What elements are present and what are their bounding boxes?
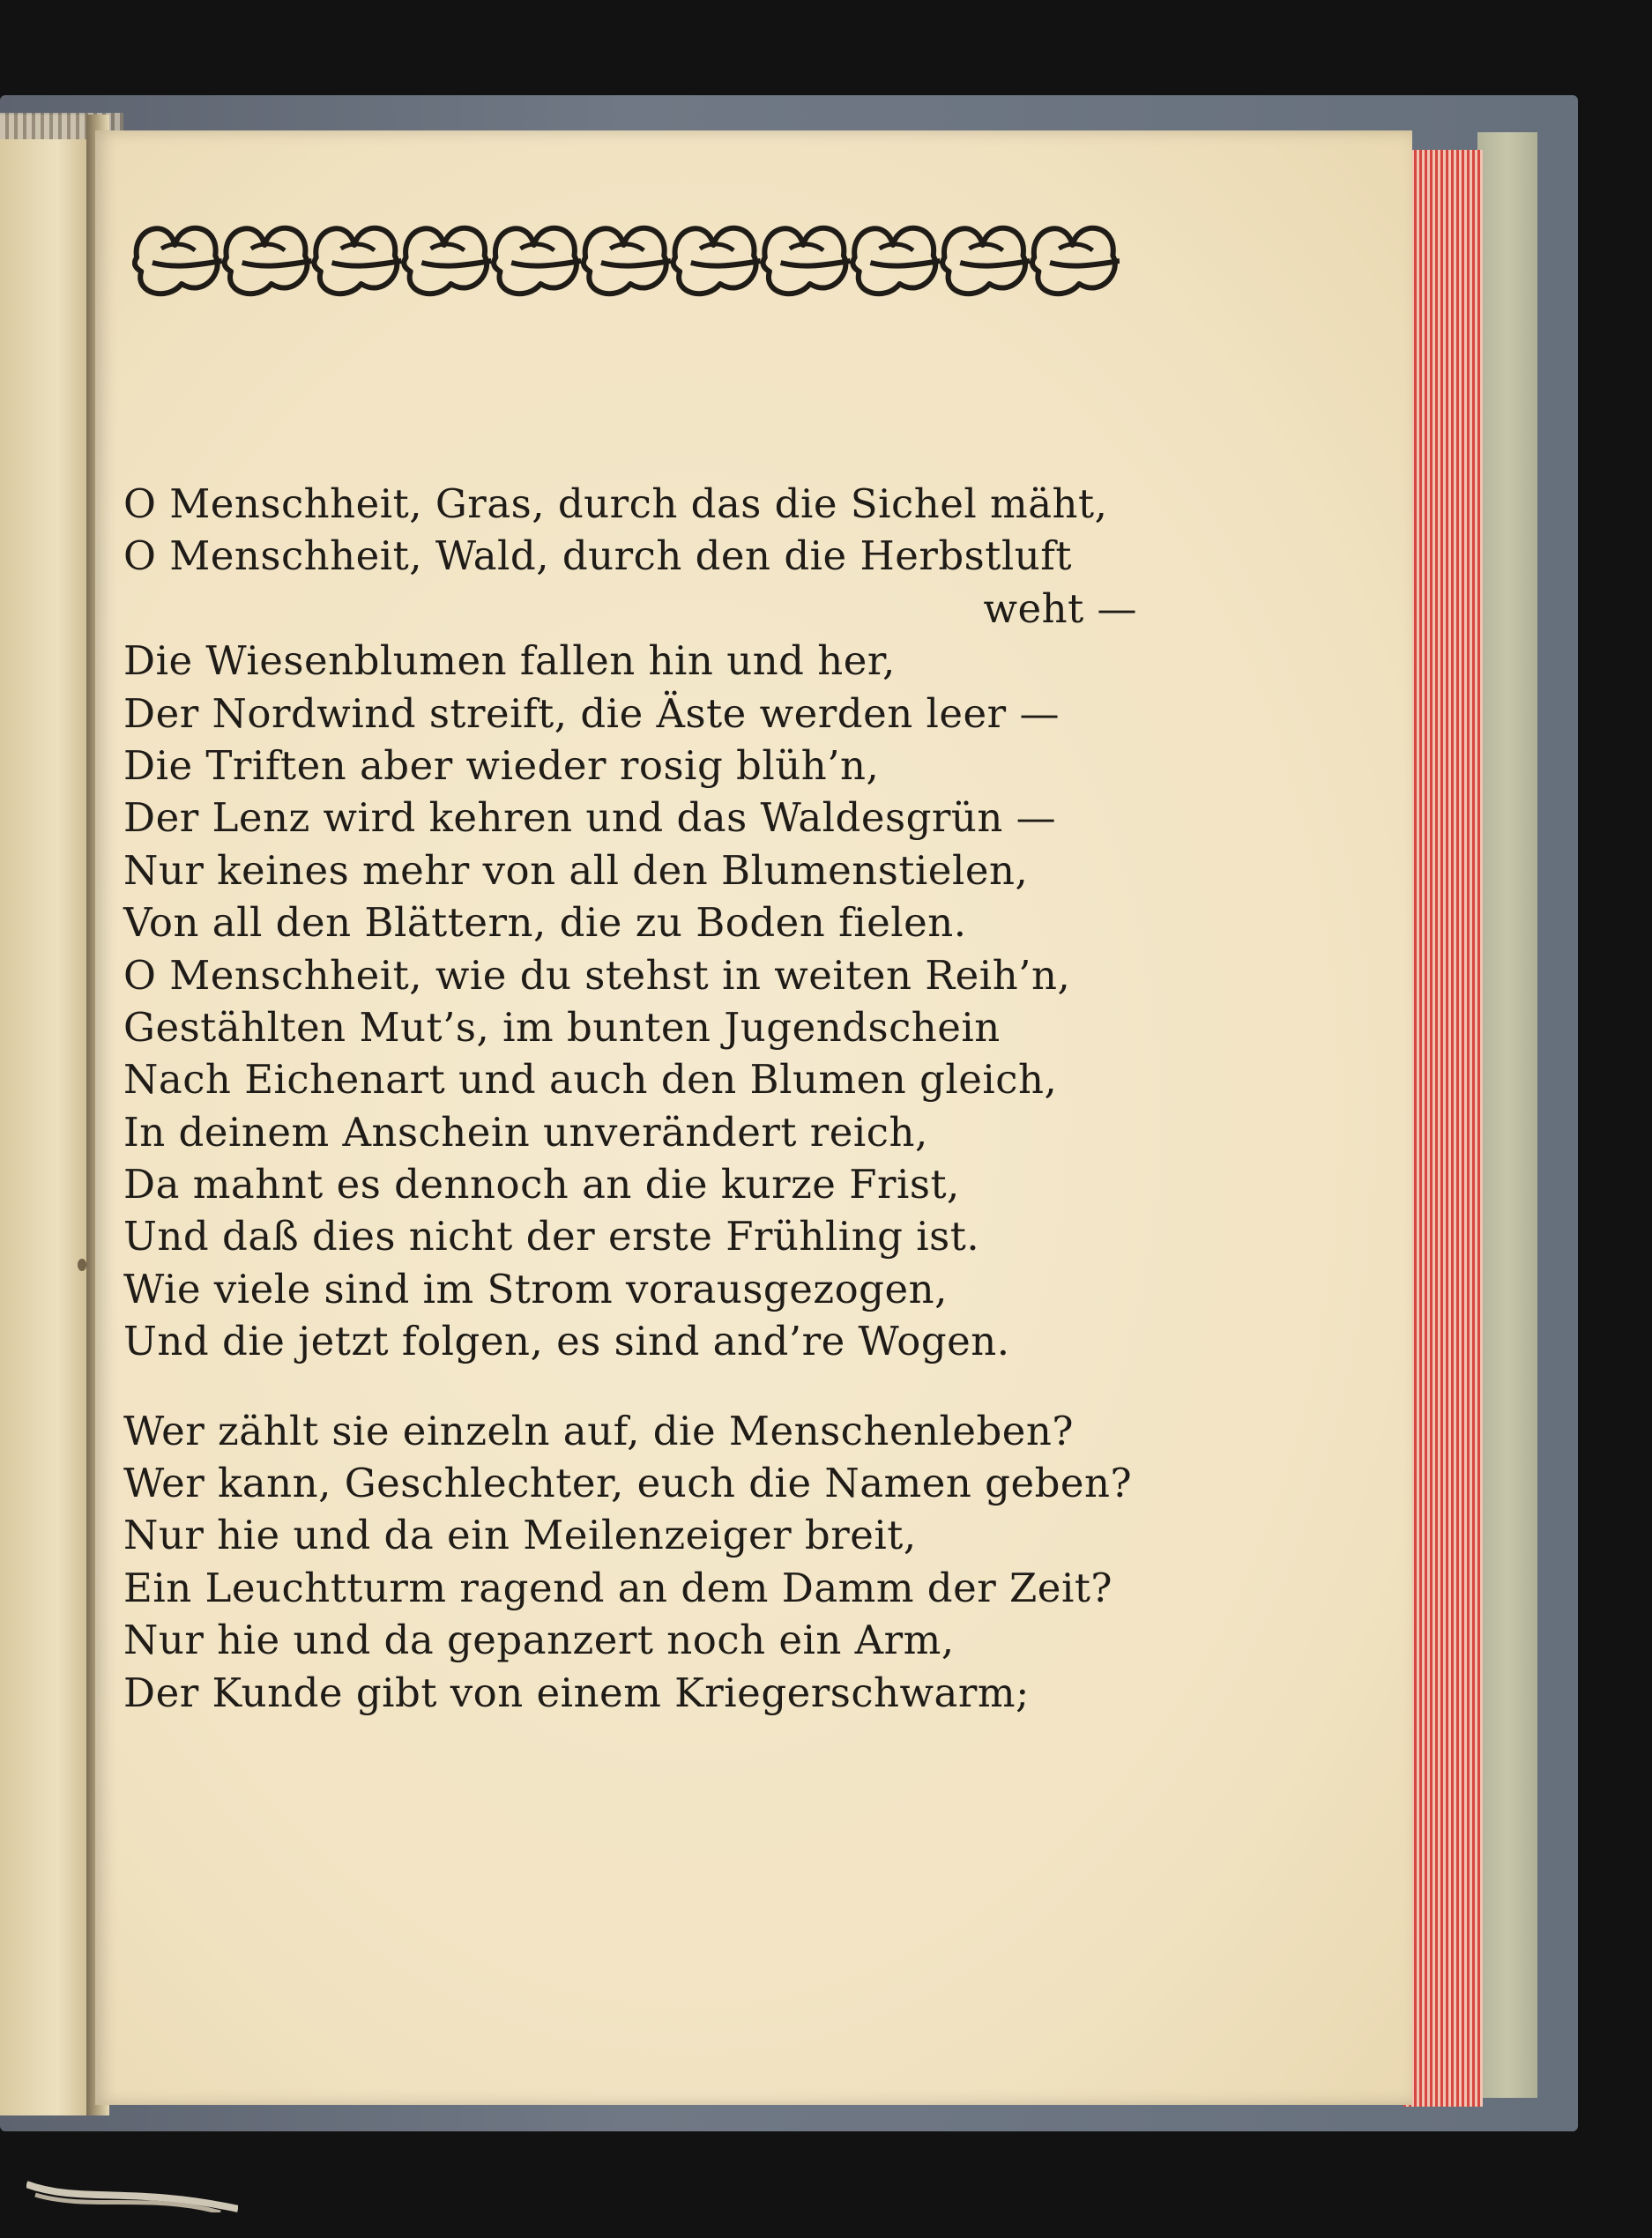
poem-line: Die Triften aber wieder rosig blüh’n,: [123, 741, 880, 789]
cloverleaf-unit-icon: [763, 228, 851, 294]
endpaper-edge: [1477, 132, 1537, 2098]
poem-line: O Menschheit, Wald, durch den die Herbstluft: [123, 532, 1072, 580]
cloverleaf-unit-icon: [942, 228, 1030, 294]
cloverleaf-unit-icon: [494, 228, 581, 294]
poem-line: Nur hie und da ein Meilenzeiger breit,: [123, 1512, 917, 1559]
poem-line: weht —: [983, 584, 1137, 632]
stanza-gap: [123, 1368, 1137, 1405]
poem-line: Gestählten Mut’s, im bunten Jugendschein: [123, 1003, 1001, 1051]
poem-line: Von all den Blättern, die zu Boden fielen.: [123, 899, 967, 947]
poem-line: Der Nordwind streift, die Äste werden leer —: [123, 689, 1060, 737]
cloverleaf-unit-icon: [1032, 228, 1120, 294]
poem-line: Nur keines mehr von all den Blumenstielen,: [123, 846, 1029, 894]
poem-line: Nach Eichenart und auch den Blumen gleich,: [123, 1056, 1058, 1104]
poem-line: Der Kunde gibt von einem Kriegerschwarm;: [123, 1669, 1030, 1716]
poem-line: Da mahnt es dennoch an die kurze Frist,: [123, 1161, 960, 1208]
cloverleaf-unit-icon: [673, 228, 761, 294]
foxing-spot: [78, 1259, 86, 1271]
cloverleaf-unit-icon: [225, 228, 312, 294]
cloverleaf-band-icon: [132, 210, 1120, 309]
left-page-sliver: [0, 115, 95, 2115]
cloverleaf-unit-icon: [584, 228, 671, 294]
poem-line: Wer zählt sie einzeln auf, die Menschenleben?: [123, 1407, 1075, 1454]
poem-line: Wer kann, Geschlechter, euch die Namen geben?: [123, 1460, 1133, 1507]
bookmark-ribbon: [26, 2177, 238, 2212]
poem-line: Und die jetzt folgen, es sind and’re Wogen.: [123, 1318, 1010, 1365]
poem-text: [123, 478, 1137, 1719]
cloverleaf-unit-icon: [852, 228, 940, 294]
poem-line: In deinem Anschein unverändert reich,: [123, 1108, 928, 1156]
poem-line: Ein Leuchtturm ragend an dem Damm der Zeit?: [123, 1564, 1113, 1611]
cloverleaf-unit-icon: [404, 228, 491, 294]
poem-line: O Menschheit, wie du stehst in weiten Reih’n,: [123, 951, 1071, 999]
cloverleaf-unit-icon: [135, 228, 222, 294]
poem-line: Der Lenz wird kehren und das Waldesgrün —: [123, 794, 1057, 842]
poem-line: Wie viele sind im Strom vorausgezogen,: [123, 1265, 948, 1312]
red-page-edges: [1403, 150, 1483, 2107]
poem-line: Und daß dies nicht der erste Frühling ist.: [123, 1213, 980, 1260]
cloverleaf-unit-icon: [314, 228, 401, 294]
poem-line: O Menschheit, Gras, durch das die Sichel mäht,: [123, 480, 1108, 527]
poem-line: Die Wiesenblumen fallen hin und her,: [123, 637, 896, 685]
poem-line: Nur hie und da gepanzert noch ein Arm,: [123, 1617, 955, 1664]
